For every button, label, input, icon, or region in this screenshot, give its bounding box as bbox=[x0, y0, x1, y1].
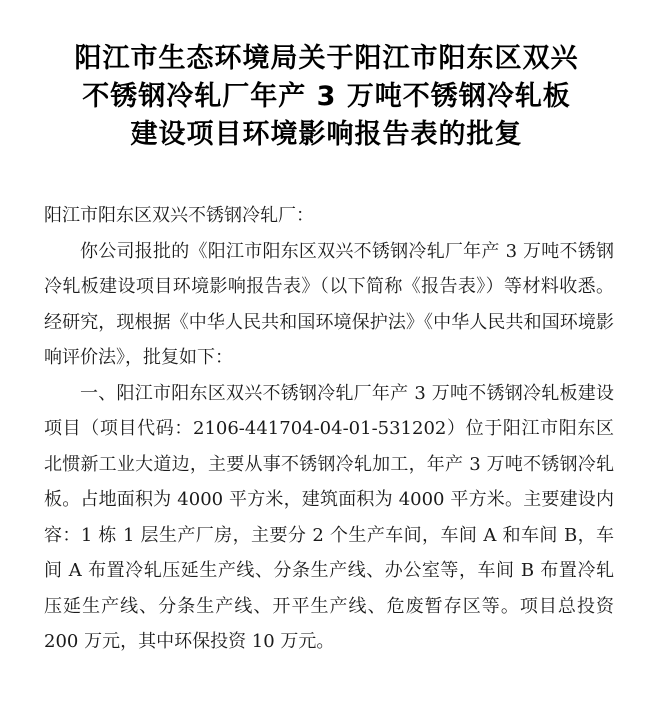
salutation: 阳江市阳东区双兴不锈钢冷轧厂： bbox=[44, 205, 314, 226]
document-title bbox=[0, 40, 653, 154]
document-body bbox=[44, 198, 614, 660]
paragraph-item-1: 一、阳江市阳东区双兴不锈钢冷轧厂年产 3 万吨不锈钢冷轧板建设项目（项目代码：2106-441704-04-01-531202）位于阳江市阳东区北惯新工业大道边，主要从事不锈钢冷轧加工，年产 3 万吨不锈钢冷轧板。占地面积为 4000 平方米，建筑面积为 4000 平方米。主要建设内容：1 栋 1 层生产厂房，主要分 2 个生产车间，车间 A 和车间 B，车间 A 布置冷轧压延生产线、分条生产线、办公室等，车间 B 布置冷轧压延生产线、分条生产线、开平生产线、危废暂存区等。项目总投资 200 万元，其中环保投资 10 万元。 bbox=[44, 382, 614, 652]
paragraph-intro: 你公司报批的《阳江市阳东区双兴不锈钢冷轧厂年产 3 万吨不锈钢冷轧板建设项目环境影响报告表》（以下简称《报告表》）等材料收悉。经研究，现根据《中华人民共和国环境保护法》《中华人民共和国环境影响评价法》，批复如下： bbox=[44, 240, 614, 368]
title-line-3: 建设项目环境影响报告表的批复 bbox=[130, 119, 523, 150]
title-line-2: 不锈钢冷轧厂年产 3 万吨不锈钢冷轧板 bbox=[82, 81, 571, 112]
title-line-1: 阳江市生态环境局关于阳江市阳东区双兴 bbox=[74, 43, 579, 74]
